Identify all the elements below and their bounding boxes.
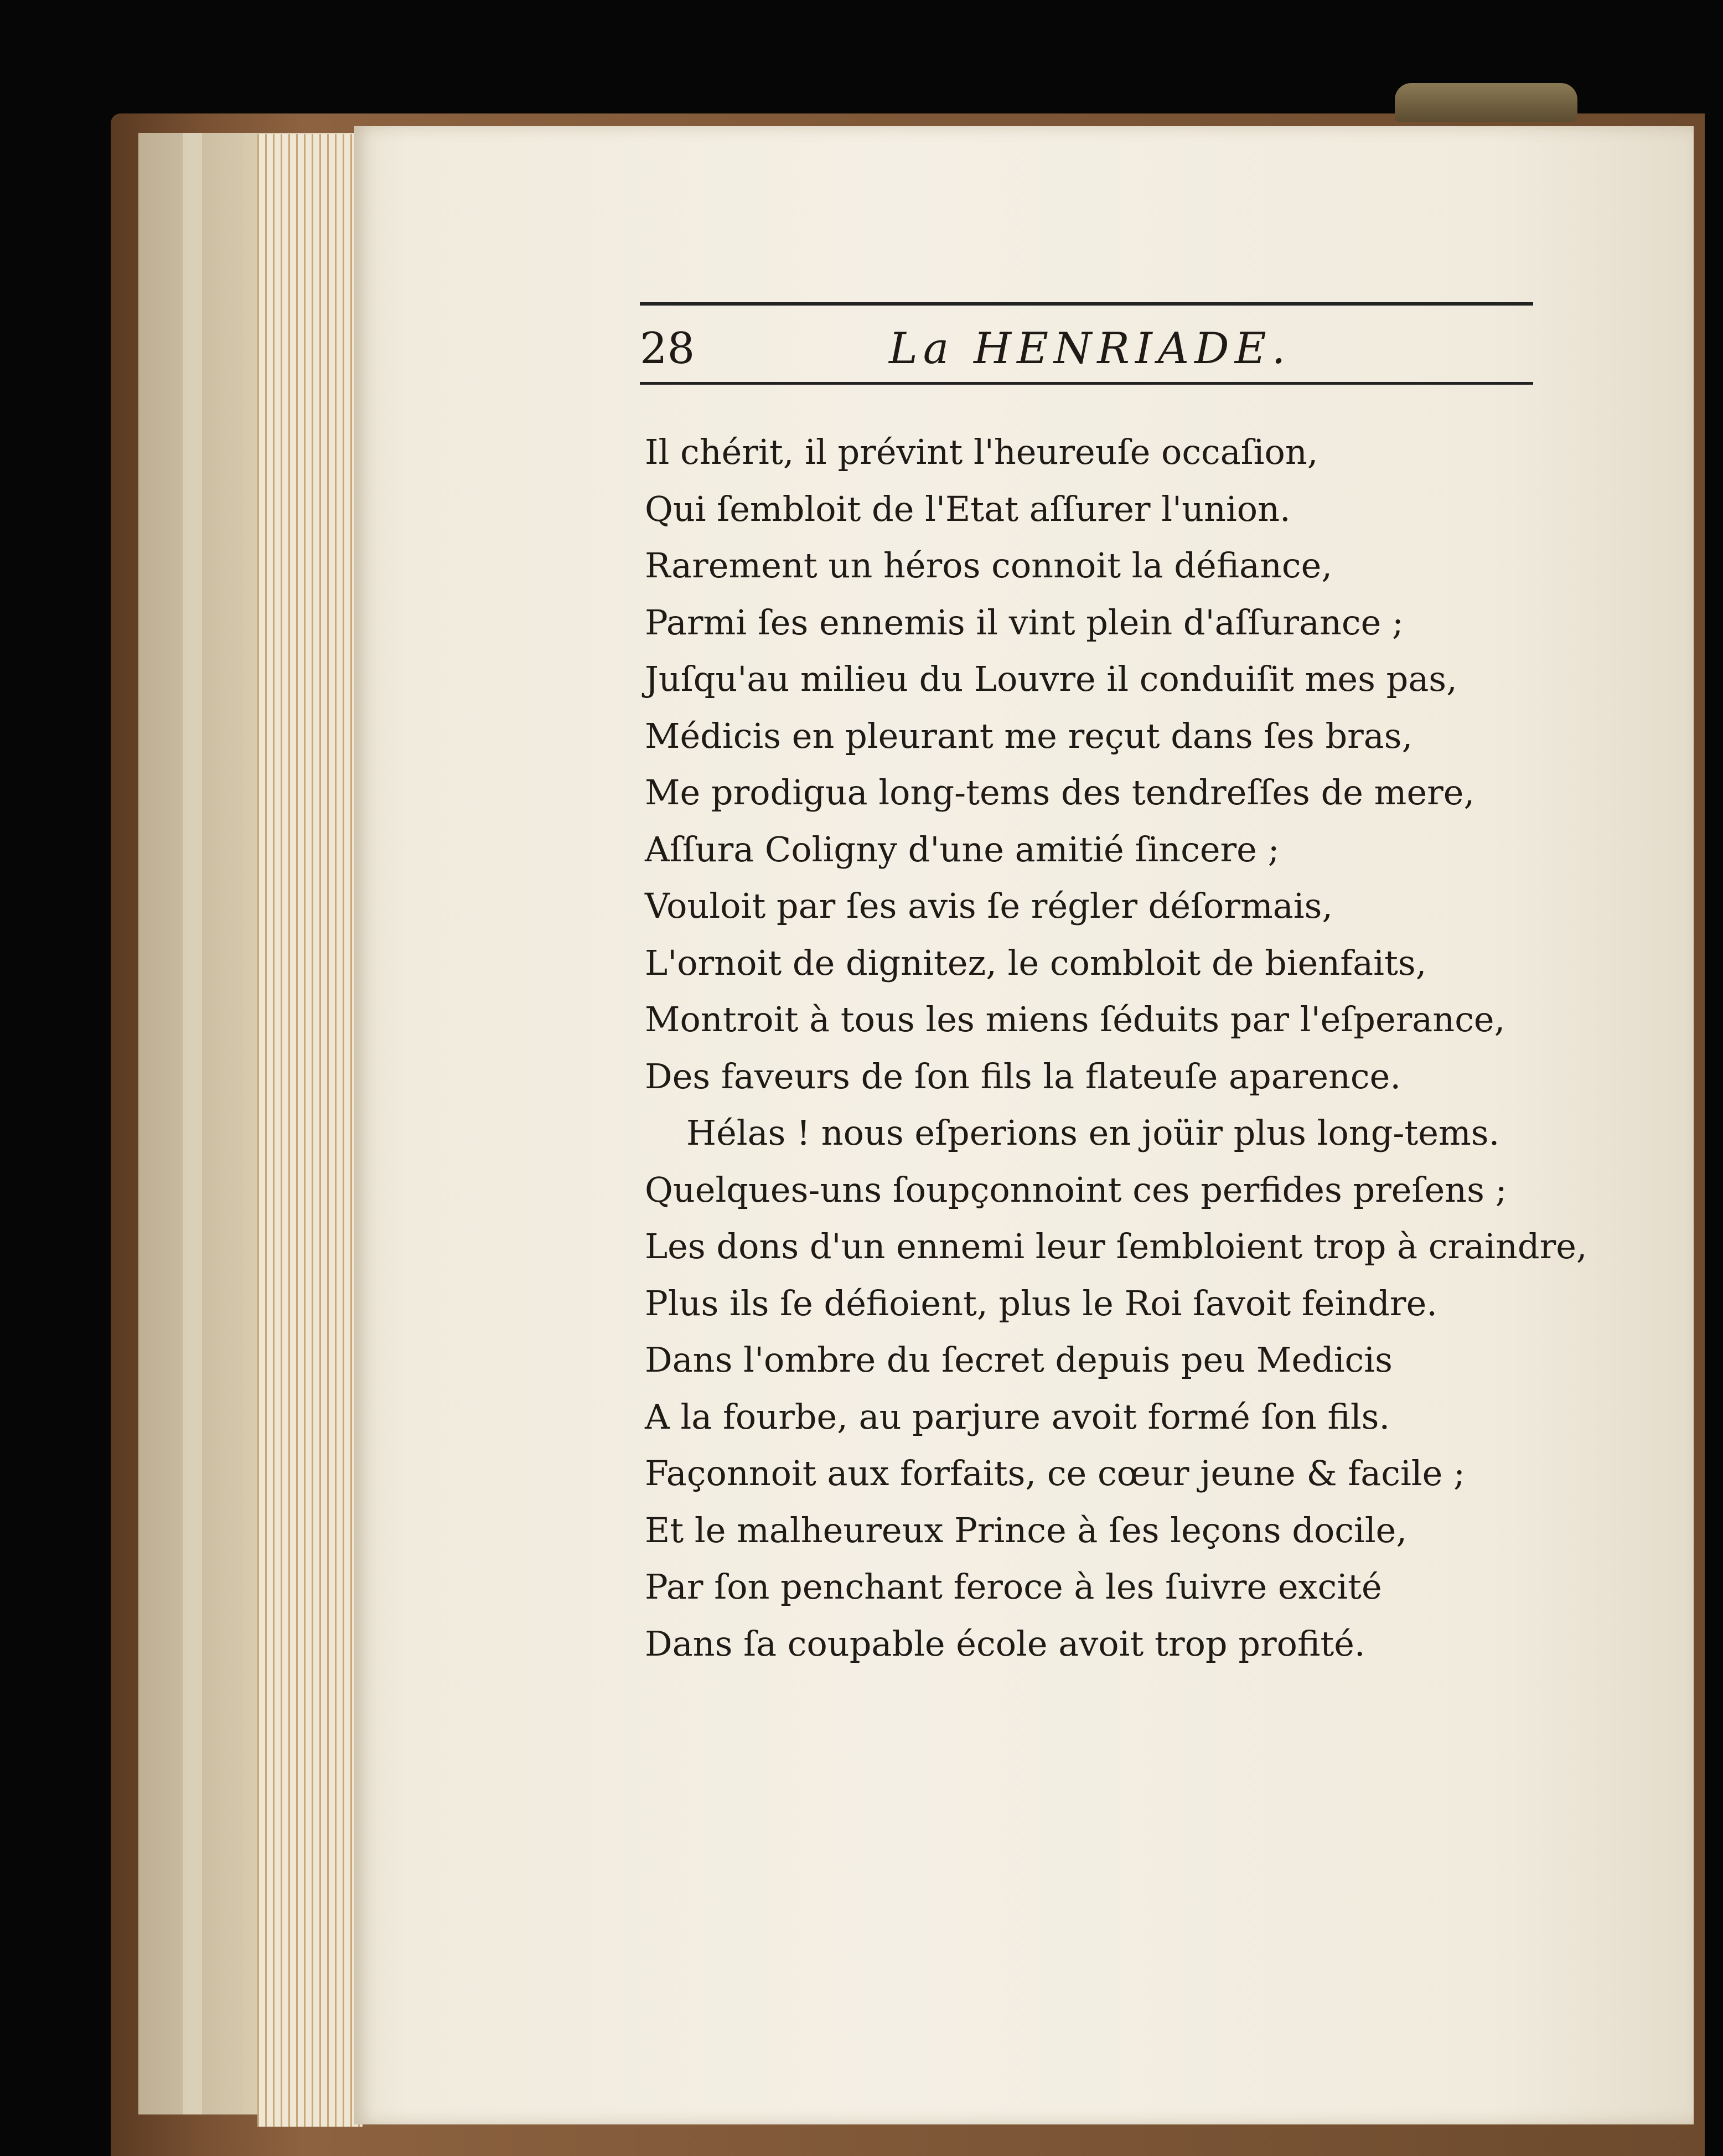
verse-line: Dans ſa coupable école avoit trop profité.	[645, 1623, 1365, 1664]
verse-line: Par ſon penchant feroce à les ſuivre excité	[645, 1566, 1382, 1607]
metal-clasp	[1395, 83, 1577, 122]
verse-line: Et le malheureux Prince à ſes leçons docile,	[645, 1509, 1408, 1550]
verse-line: Les dons d'un ennemi leur ſembloient trop à craindre,	[645, 1226, 1587, 1266]
verse-line: Des faveurs de ſon fils la flateuſe aparence.	[645, 1056, 1401, 1097]
verse-line: Juſqu'au milieu du Louvre il conduiſit mes pas,	[645, 659, 1457, 699]
verse-line: Parmi ſes ennemis il vint plein d'aſſurance ;	[645, 602, 1404, 643]
verse-line: Plus ils ſe défioient, plus le Roi ſavoit feindre.	[645, 1283, 1437, 1323]
verse-line: Façonnoit aux forfaits, ce cœur jeune & facile ;	[645, 1453, 1465, 1493]
verse-block	[645, 424, 1586, 1672]
verse-line: Aſſura Coligny d'une amitié ſincere ;	[645, 829, 1280, 870]
verse-line: Me prodigua long-tems des tendreſſes de mere,	[645, 772, 1475, 813]
verse-line: A la fourbe, au parjure avoit formé ſon fils.	[645, 1396, 1390, 1437]
page-number: 28	[640, 324, 695, 374]
verse-line: Quelques-uns ſoupçonnoint ces perfides preſens ;	[645, 1169, 1507, 1210]
verse-line: Vouloit par ſes avis ſe régler déſormais,	[645, 886, 1333, 926]
running-title: La HENRIADE.	[889, 324, 1291, 374]
verse-line: Hélas ! nous eſperions en joüir plus long-tems.	[686, 1113, 1500, 1153]
running-header	[640, 321, 1533, 376]
verse-line: Il chérit, il prévint l'heureuſe occaſion,	[645, 432, 1318, 472]
verse-line: Dans l'ombre du ſecret depuis peu Medicis	[645, 1340, 1393, 1380]
verse-line: L'ornoit de dignitez, le combloit de bienfaits,	[645, 942, 1427, 983]
verse-line: Rarement un héros connoit la défiance,	[645, 545, 1333, 586]
page-edges	[257, 134, 363, 2127]
header-rule-top	[640, 302, 1533, 306]
verse-line: Montroit à tous les miens ſéduits par l'eſperance,	[645, 999, 1505, 1040]
verse-line: Qui ſembloit de l'Etat aſſurer l'union.	[645, 488, 1291, 529]
header-rule-bottom	[640, 382, 1533, 385]
verse-line: Médicis en pleurant me reçut dans ſes bras,	[645, 715, 1413, 756]
